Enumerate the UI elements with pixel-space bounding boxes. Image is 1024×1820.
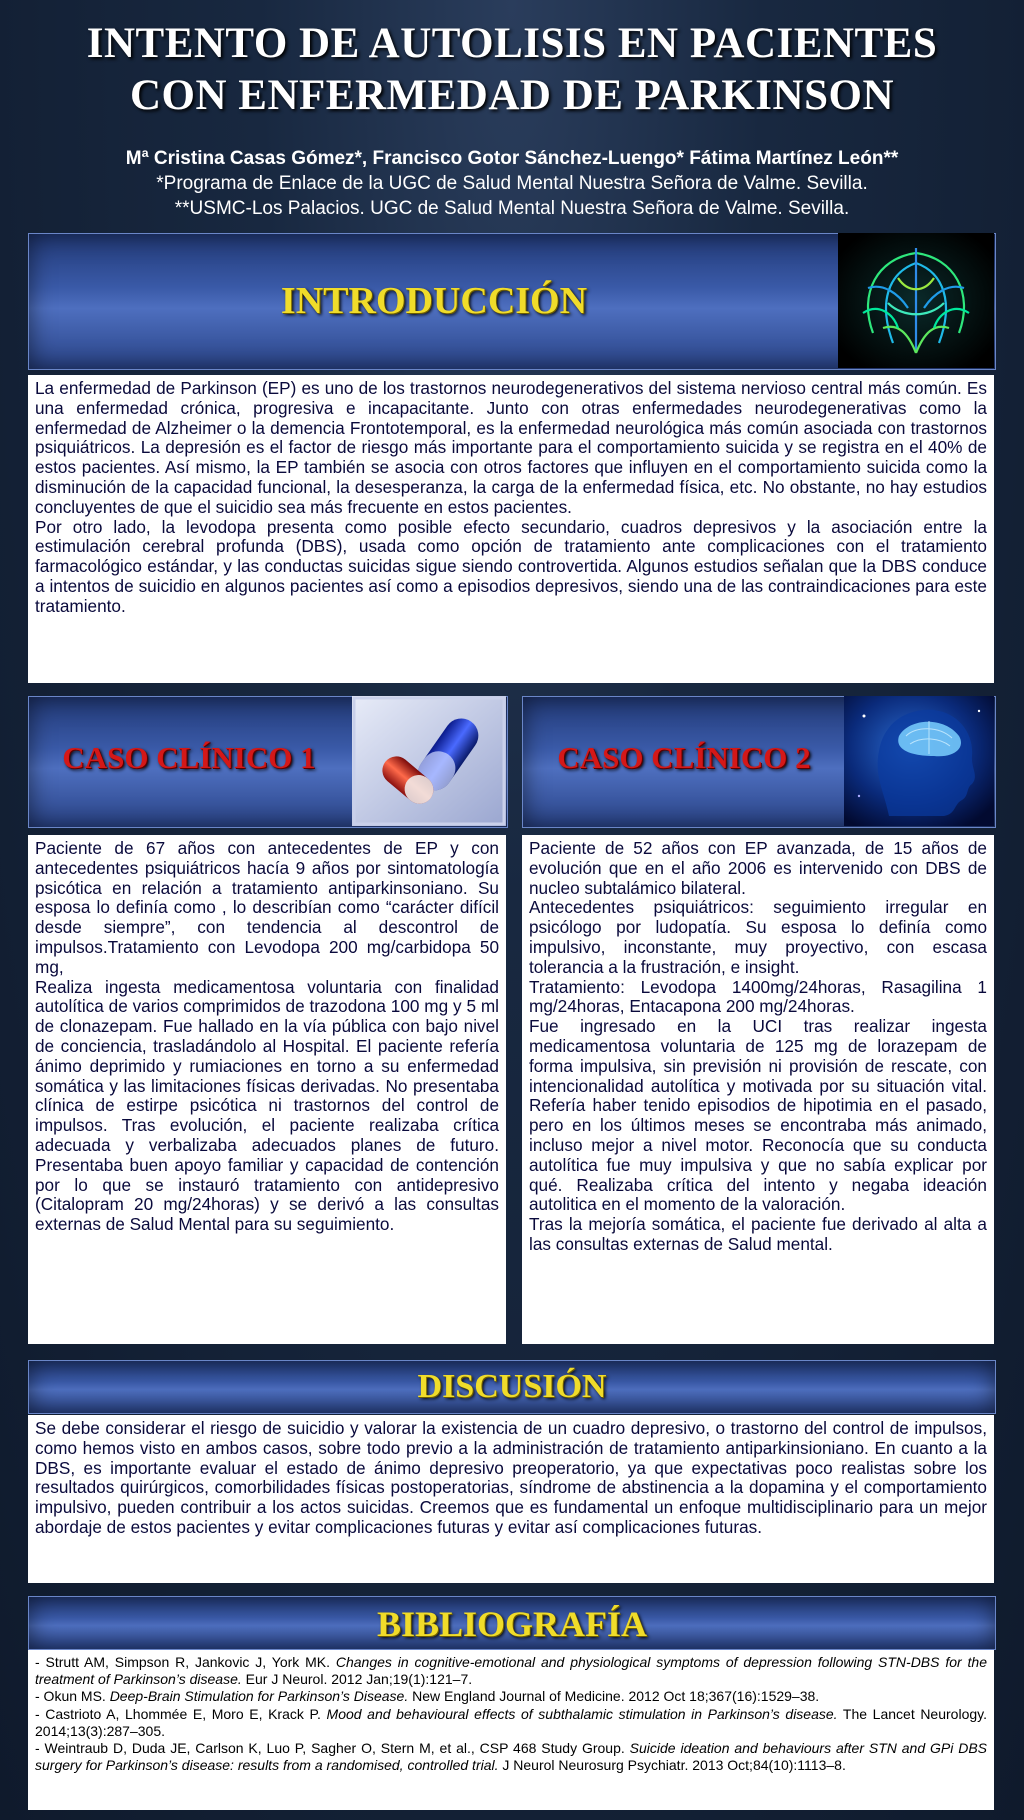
poster-title [0,18,1024,122]
digital-head-brain-icon [844,696,994,826]
case2-paragraph-1: Paciente de 52 años con EP avanzada, de 15 años de evolución que en el año 2006 es intervenido con DBS de nucleo subtalámico bilateral. [529,838,987,898]
brain-tractography-icon [838,233,994,368]
intro-paragraph-2: Por otro lado, la levodopa presenta como posible efecto secundario, cuadros depresivos y la asociación entre la estimulación cerebral profunda (DBS), usada como opción de tratamiento ante complicaciones con el tratamiento farmacológico estándar, y las conductas suicidas sigue siendo controvertida. Algunos estudios señalan que la DBS conduce a intentos de suicidio en algunos pacientes así como a episodios depresivos, siendo una de las contraindicaciones para este tratamiento. [35,516,987,616]
bibliography-box [28,1650,994,1810]
affiliation-2: **USMC-Los Palacios. UGC de Salud Mental Nuestra Señora de Valme. Sevilla. [174,198,850,219]
affiliation-1: *Programa de Enlace de la UGC de Salud Mental Nuestra Señora de Valme. Sevilla. [156,173,868,194]
reference-item: - Weintraub D, Duda JE, Carlson K, Luo P, Sagher O, Stern M, et al., CSP 468 Study Group. Suicide ideation and behaviours after STN and GPi DBS surgery for Parkinson’s disease: results from a randomised, controlled trial. J Neurol Neurosurg Psychiatr. 2013 Oct;84(10):1113–8. [35,1740,987,1774]
bibliography-banner [28,1596,996,1650]
case2-paragraph-3: Tratamiento: Levodopa 1400mg/24horas, Rasagilina 1 mg/24horas, Entacapona 200 mg/24horas. [529,976,987,1017]
case1-paragraph-2: Realiza ingesta medicamentosa voluntaria con finalidad autolítica de varios comprimidos de trazodona 100 mg y 5 ml de clonazepam. Fue hallado en la vía pública con bajo nivel de conciencia, trasladándolo al Hospital. El paciente refería ánimo deprimido y rumiaciones en torno a su enfermedad somática y las limitaciones físicas derivadas. No presentaba clínica de estirpe psicótica ni trastornos del control de impulsos. Tras evolución, el paciente realizaba crítica adecuada y verbalizaba adecuados planes de futuro. Presentaba buen apoyo familiar y capacidad de contención por lo que se instauró tratamiento con antidepresivo (Citalopram 20 mg/24horas) y se derivó a las consultas externas de Salud Mental para su seguimiento. [35,976,499,1235]
case1-paragraph-1: Paciente de 67 años con antecedentes de EP y con antecedentes psiquiátricos hacía 9 años por sintomatología psicótica en relación a tratamiento antiparkinsoniano. Su esposa lo definía como , lo describían como “carácter difícil desde siempre”, con tendencia al descontrol de impulsos.Tratamiento con Levodopa 200 mg/carbidopa 50 mg, [35,838,499,977]
authors-block [0,146,1024,221]
case2-paragraph-5: Tras la mejoría somática, el paciente fue derivado al alta a las consultas externas de Salud mental. [529,1214,987,1254]
case2-paragraph-2: Antecedentes psiquiátricos: seguimiento irregular en psicólogo por ludopatía. Su esposa lo definía como impulsivo, inconstante, muy proyectivo, con escasa tolerancia a la frustración, e insight. [529,897,987,977]
intro-text-box [28,375,994,683]
discussion-text-box [28,1415,994,1583]
case1-heading: CASO CLÍNICO 1 [62,740,316,775]
reference-item: - Okun MS. Deep-Brain Stimulation for Parkinson’s Disease. New England Journal of Medicine. 2012 Oct 18;367(16):1529–38. [35,1688,820,1705]
author-names: Mª Cristina Casas Gómez*, Francisco Gotor Sánchez-Luengo* Fátima Martínez León** [125,148,899,169]
case2-heading: CASO CLÍNICO 2 [557,740,811,775]
capsule-pills-icon [352,696,506,826]
reference-item: - Strutt AM, Simpson R, Jankovic J, York MK. Changes in cognitive-emotional and physiological symptoms of depression following STN-DBS for the treatment of Parkinson’s disease. Eur J Neurol. 2012 Jan;19(1):121–7. [35,1654,987,1688]
title-line-2: CON ENFERMEDAD DE PARKINSON [129,72,895,119]
intro-paragraph-1: La enfermedad de Parkinson (EP) es uno de los trastornos neurodegenerativos del sistema nervioso central más común. Es una enfermedad crónica, progresiva e incapacitante. Junto con otras enfermedades neurodegenerativas como la enfermedad de Alzheimer o la demencia Frontotemporal, es la enfermedad neurológica más común asociada con trastornos psiquiátricos. La depresión es el factor de riesgo más importante para el comportamiento suicida y se registra en el 40% de estos pacientes. Así mismo, la EP también se asocia con otros factores que influyen en el comportamiento suicida como la disminución de la capacidad funcional, la desesperanza, la carga de la enfermedad física, etc. No obstante, no hay estudios concluyentes de que el suicidio sea más frecuente en estos pacientes. [35,378,987,517]
case2-paragraph-4: Fue ingresado en la UCI tras realizar ingesta medicamentosa voluntaria de 125 mg de lorazepam de forma impulsiva, sin previsión ni provisión de rescate, con intencionalidad autolítica y motivada por su situación vital. Refería haber tenido episodios de hipotimia en el pasado, pero en los últimos meses se encontraba más animado, incluso mejor a nivel motor. Reconocía que su conducta autolítica fue muy impulsiva y que no sabía explicar por qué. Realizaba crítica del intento y negaba ideación autolitica en el momento de la valoración. [529,1016,987,1215]
reference-item: - Castrioto A, Lhommée E, Moro E, Krack P. Mood and behavioural effects of subthalamic stimulation in Parkinson’s disease. The Lancet Neurology. 2014;13(3):287–305. [35,1705,987,1739]
case2-text-box [522,835,994,1344]
discussion-heading: DISCUSIÓN [417,1368,607,1405]
case1-text-box [28,835,506,1344]
title-line-1: INTENTO DE AUTOLISIS EN PACIENTES [86,20,938,67]
discussion-banner [28,1360,996,1414]
intro-heading: INTRODUCCIÓN [280,280,588,322]
bibliography-heading: BIBLIOGRAFÍA [376,1604,648,1644]
discussion-paragraph: Se debe considerar el riesgo de suicidio y valorar la existencia de un cuadro depresivo, o trastorno del control de impulsos, como hemos visto en ambos casos, sobre todo previo a la administración de tratamiento antiparkinsioniano. En cuanto a la DBS, es importante evaluar el estado de ánimo depresivo preoperatorio, ya que expectativas poco realistas sobre los resultados quirúrgicos, comorbilidades físicas postoperatorias, síndrome de abstinencia a la dopamina y el comportamiento impulsivo, pueden contribuir a los actos suicidas. Creemos que es fundamental un enfoque multidisciplinario para un mejor abordaje de estos pacientes y evitar complicaciones futuras y evitar así complicaciones futuras. [35,1418,987,1537]
